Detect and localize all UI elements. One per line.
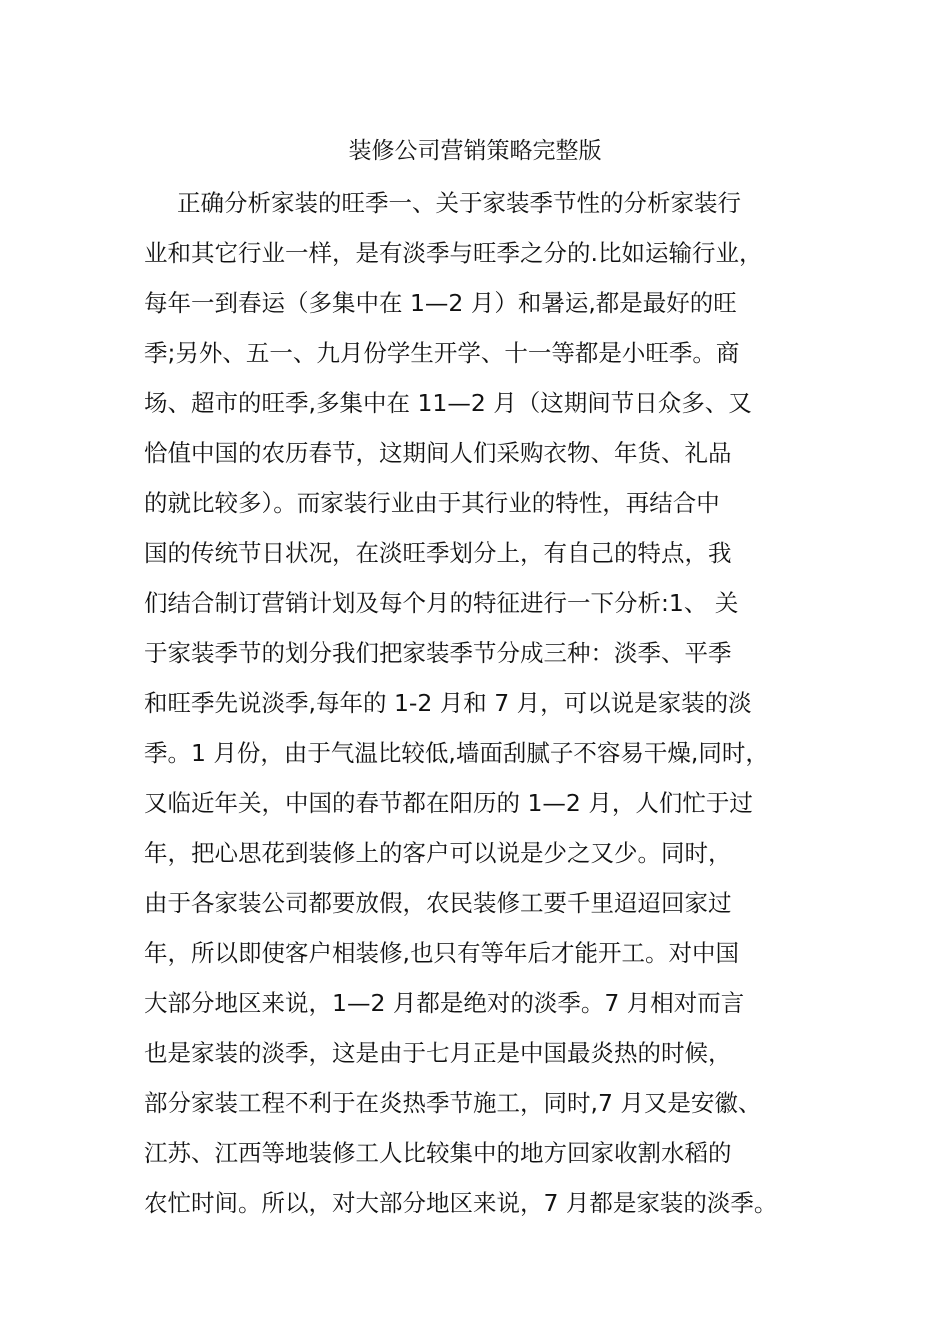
body-line: 恰值中国的农历春节，这期间人们采购衣物、年货、礼品 [144,439,732,467]
body-line: 年，所以即使客户相装修,也只有等年后才能开工。对中国 [144,939,739,967]
body-line: 年，把心思花到装修上的客户可以说是少之又少。同时， [144,839,732,867]
body-line: 正确分析家装的旺季一、关于家装季节性的分析家装行 [177,189,741,217]
body-line: 也是家装的淡季，这是由于七月正是中国最炎热的时候， [144,1039,732,1067]
body-line: 国的传统节日状况，在淡旺季划分上，有自己的特点，我 [144,539,732,567]
document-title: 装修公司营销策略完整版 [348,138,602,164]
body-line: 季;另外、五一、九月份学生开学、十一等都是小旺季。商 [144,339,740,367]
body-line: 又临近年关，中国的春节都在阳历的 1—2 月，人们忙于过 [144,789,753,817]
body-line: 大部分地区来说，1—2 月都是绝对的淡季。7 月相对而言 [144,989,745,1017]
body-line: 每年一到春运（多集中在 1—2 月）和暑运,都是最好的旺 [144,289,737,317]
document-body [144,178,824,1228]
body-line: 于家装季节的划分我们把家装季节分成三种：淡季、平季 [144,639,732,667]
body-line: 部分家装工程不利于在炎热季节施工，同时,7 月又是安徽、 [144,1089,762,1117]
body-line: 业和其它行业一样，是有淡季与旺季之分的.比如运输行业， [144,239,763,267]
body-line: 农忙时间。所以，对大部分地区来说，7 月都是家装的淡季。 [144,1189,778,1217]
body-line: 和旺季先说淡季,每年的 1-2 月和 7 月，可以说是家装的淡 [144,689,752,717]
body-line: 季。1 月份，由于气温比较低,墙面刮腻子不容易干燥,同时， [144,739,769,767]
body-line: 由于各家装公司都要放假，农民装修工要千里迢迢回家过 [144,889,732,917]
body-line: 场、超市的旺季,多集中在 11—2 月（这期间节日众多、又 [144,389,752,417]
body-line: 江苏、江西等地装修工人比较集中的地方回家收割水稻的 [144,1139,732,1167]
body-line: 们结合制订营销计划及每个月的特征进行一下分析:1、 关 [144,589,739,617]
body-line: 的就比较多）。而家装行业由于其行业的特性，再结合中 [144,489,720,517]
